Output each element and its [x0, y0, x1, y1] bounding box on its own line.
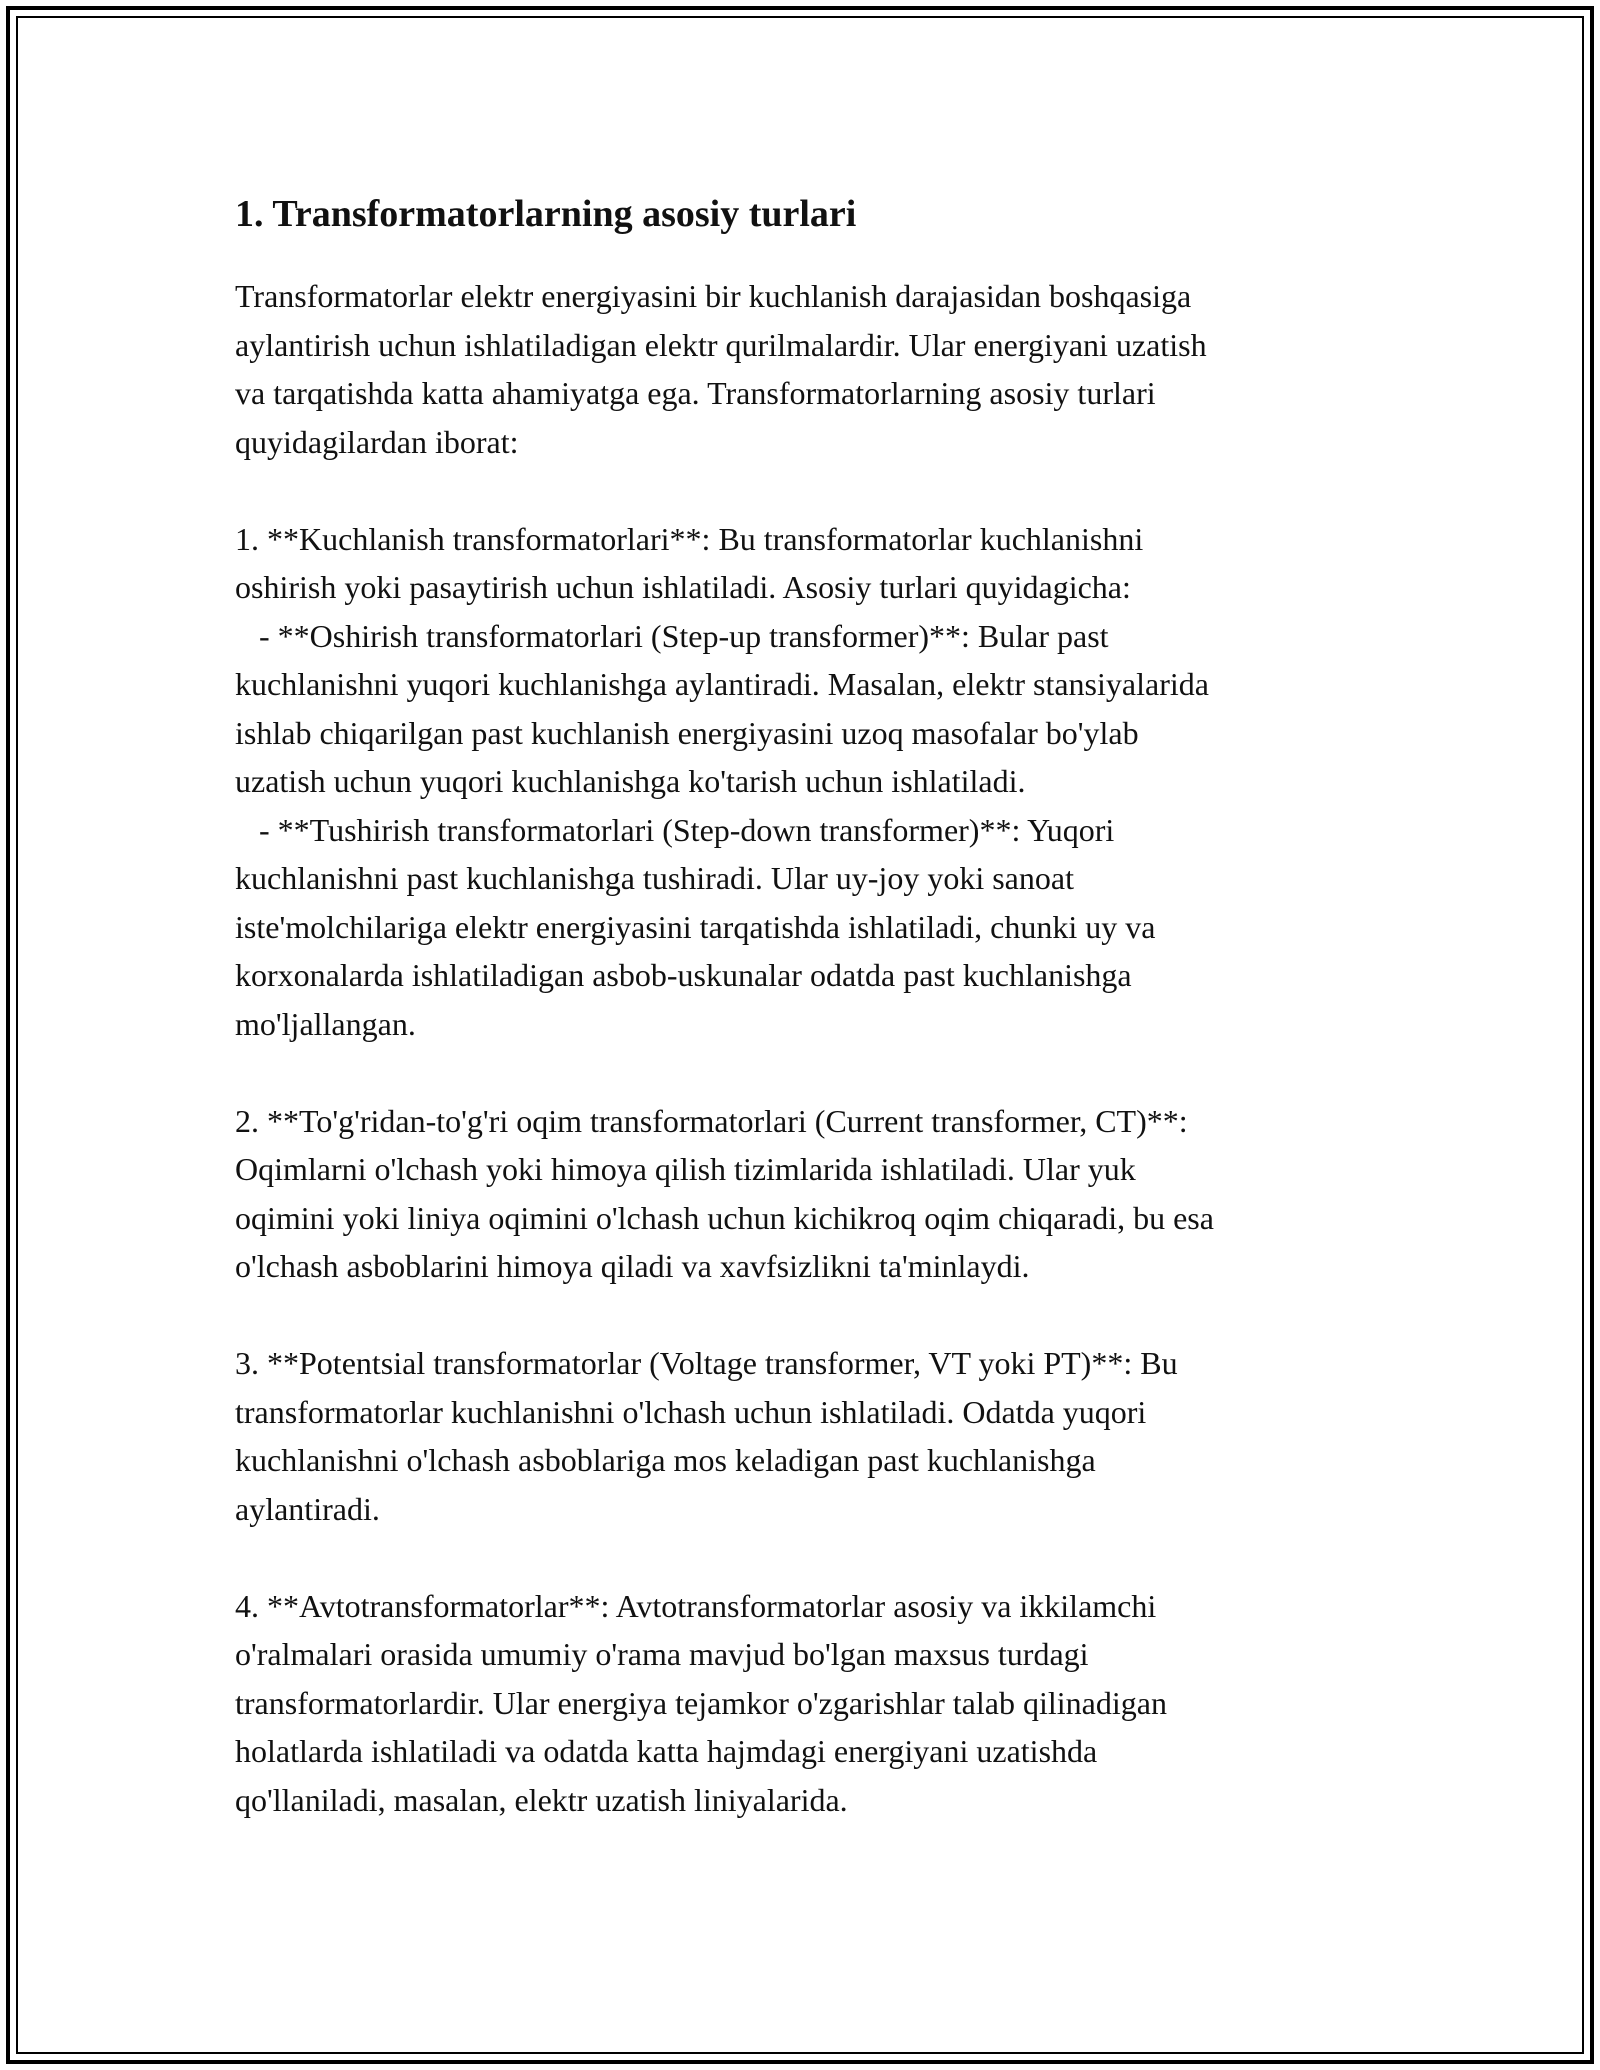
intro-paragraph: Transformatorlar elektr energiyasini bir kuchlanish darajasidan boshqasiga aylantirish uchun ishlatiladigan elektr qurilmalardir. Ular energiyani uzatish va tarqatishda katta ahamiyatga ega. Transformatorlarning asosiy turlari quyidagilardan iborat:: [235, 278, 1207, 460]
list-item-potential-transformers: 3. **Potentsial transformatorlar (Voltage transformer, VT yoki PT)**: Bu transformatorlar kuchlanishni o'lchash uchun ishlatiladi. Odatda yuqori kuchlanishni o'lchash asboblariga mos keladigan past kuchlanishga aylantiradi.: [235, 1345, 1178, 1527]
list-item-autotransformers: 4. **Avtotransformatorlar**: Avtotransformatorlar asosiy va ikkilamchi o'ralmalari orasida umumiy o'rama mavjud bo'lgan maxsus turdagi transformatorlardir. Ular energiya tejamkor o'zgarishlar talab qilinadigan holatlarda ishlatiladi va odatda katta hajmdagi energiyani uzatishda qo'llaniladi, masalan, elektr uzatish liniyalarida.: [235, 1587, 1167, 1818]
list-item-voltage-transformers: 1. **Kuchlanish transformatorlari**: Bu transformatorlar kuchlanishni oshirish yoki pasaytirish uchun ishlatiladi. Asosiy turlari quyidagicha: - **Oshirish transformatorlari (Step-up transformer)**: Bular past kuchlanishni yuqori kuchlanishga aylantiradi. Masalan, elektr stansiyalarida ishlab chiqarilgan past kuchlanish energiyasini uzoq masofalar bo'ylab uzatish uchun yuqori kuchlanishga ko'tarish uchun ishlatiladi. - **Tushirish transformatorlari (Step-down transformer)**: Yuqori kuchlanishni past kuchlanishga tushiradi. Ular uy-joy yoki sanoat iste'molchilariga elektr energiyasini tarqatishda ishlatiladi, chunki uy va korxonalarda ishlatiladigan asbob-uskunalar odatda past kuchlanishga mo'ljallangan.: [235, 520, 1209, 1042]
document-title: 1. Transformatorlarning asosiy turlari: [235, 193, 857, 235]
document-body: [235, 186, 1360, 1824]
list-item-current-transformers: 2. **To'g'ridan-to'g'ri oqim transformatorlari (Current transformer, CT)**: Oqimlarni o'lchash yoki himoya qilish tizimlarida ishlatiladi. Ular yuk oqimini yoki liniya oqimini o'lchash uchun kichikroq oqim chiqaradi, bu esa o'lchash asboblarini himoya qiladi va xavfsizlikni ta'minlaydi.: [235, 1102, 1214, 1284]
